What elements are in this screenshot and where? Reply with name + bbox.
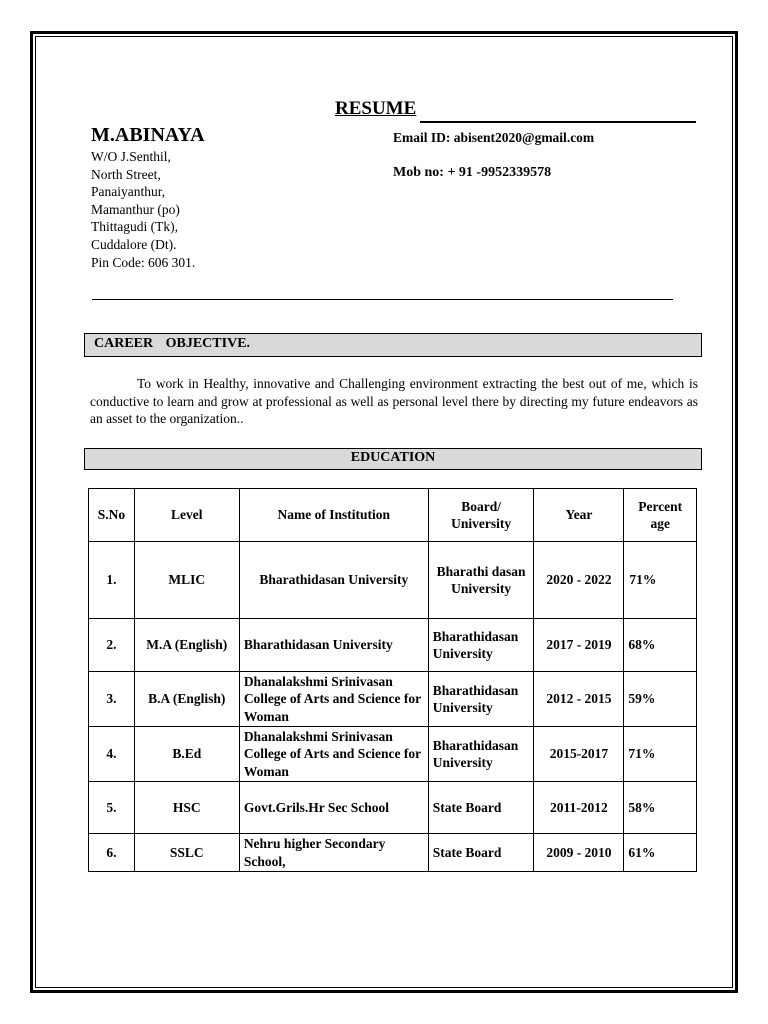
header-divider xyxy=(92,299,673,300)
cell-level: B.A (English) xyxy=(134,672,239,727)
cell-institution: Bharathidasan University xyxy=(239,542,428,619)
email-id: Email ID: abisent2020@gmail.com xyxy=(393,130,595,145)
address-line: Cuddalore (Dt). xyxy=(91,236,177,252)
cell-institution: Bharathidasan University xyxy=(239,619,428,672)
col-header-board: Board/ University xyxy=(428,489,534,542)
cell-board: State Board xyxy=(428,782,534,834)
cell-year: 2012 - 2015 xyxy=(534,672,624,727)
table-row xyxy=(89,782,697,834)
cell-level: HSC xyxy=(134,782,239,834)
address-line: North Street, xyxy=(91,166,161,182)
career-objective-text: To work in Healthy, innovative and Challenging environment extracting the best out of me, which is conductive to learn and grow at professional as well as personal level there by directing my future endeavors as an asset to the organization.. xyxy=(90,376,698,426)
cell-level: B.Ed xyxy=(134,727,239,782)
cell-board: Bharathidasan University xyxy=(428,619,534,672)
cell-sno: 3. xyxy=(89,672,135,727)
cell-sno: 6. xyxy=(89,834,135,872)
col-header-institution: Name of Institution xyxy=(239,489,428,542)
cell-level: SSLC xyxy=(134,834,239,872)
education-table xyxy=(88,488,697,872)
col-header-sno: S.No xyxy=(89,489,135,542)
cell-level: MLIC xyxy=(134,542,239,619)
col-header-level: Level xyxy=(134,489,239,542)
address-line: Mamanthur (po) xyxy=(91,201,180,217)
col-header-percentage: Percent age xyxy=(624,489,697,542)
cell-year: 2015-2017 xyxy=(534,727,624,782)
cell-sno: 2. xyxy=(89,619,135,672)
mobile-number: Mob no: + 91 -9952339578 xyxy=(393,165,552,180)
col-header-year: Year xyxy=(534,489,624,542)
cell-board: State Board xyxy=(428,834,534,872)
education-heading: EDUCATION xyxy=(84,448,702,470)
table-row xyxy=(89,619,697,672)
cell-sno: 1. xyxy=(89,542,135,619)
cell-institution: Nehru higher Secondary School, xyxy=(239,834,428,872)
cell-percentage: 71% xyxy=(624,542,697,619)
title-rule xyxy=(420,121,696,123)
address-line: Thittagudi (Tk), xyxy=(91,219,178,235)
cell-percentage: 68% xyxy=(624,619,697,672)
table-row xyxy=(89,672,697,727)
cell-sno: 4. xyxy=(89,727,135,782)
cell-percentage: 61% xyxy=(624,834,697,872)
table-header-row xyxy=(89,489,697,542)
address-line: Panaiyanthur, xyxy=(91,184,166,200)
cell-institution: Dhanalakshmi Srinivasan College of Arts and Science for Woman xyxy=(239,672,428,727)
cell-percentage: 58% xyxy=(624,782,697,834)
table-row xyxy=(89,542,697,619)
cell-year: 2020 - 2022 xyxy=(534,542,624,619)
cell-institution: Govt.Grils.Hr Sec School xyxy=(239,782,428,834)
candidate-name: M.ABINAYA xyxy=(91,124,205,146)
cell-level: M.A (English) xyxy=(134,619,239,672)
cell-percentage: 71% xyxy=(624,727,697,782)
address-line: W/O J.Senthil, xyxy=(91,149,171,164)
cell-year: 2017 - 2019 xyxy=(534,619,624,672)
cell-sno: 5. xyxy=(89,782,135,834)
cell-percentage: 59% xyxy=(624,672,697,727)
resume-title: RESUME xyxy=(335,98,417,119)
table-row xyxy=(89,727,697,782)
cell-year: 2011-2012 xyxy=(534,782,624,834)
cell-board: Bharathi dasan University xyxy=(428,542,534,619)
cell-institution: Dhanalakshmi Srinivasan College of Arts and Science for Woman xyxy=(239,727,428,782)
cell-board: Bharathidasan University xyxy=(428,727,534,782)
cell-board: Bharathidasan University xyxy=(428,672,534,727)
cell-year: 2009 - 2010 xyxy=(534,834,624,872)
table-row xyxy=(89,834,697,872)
address-line: Pin Code: 606 301. xyxy=(91,254,196,270)
address-block xyxy=(91,148,195,271)
career-objective-heading: CAREER OBJECTIVE. xyxy=(84,333,702,357)
